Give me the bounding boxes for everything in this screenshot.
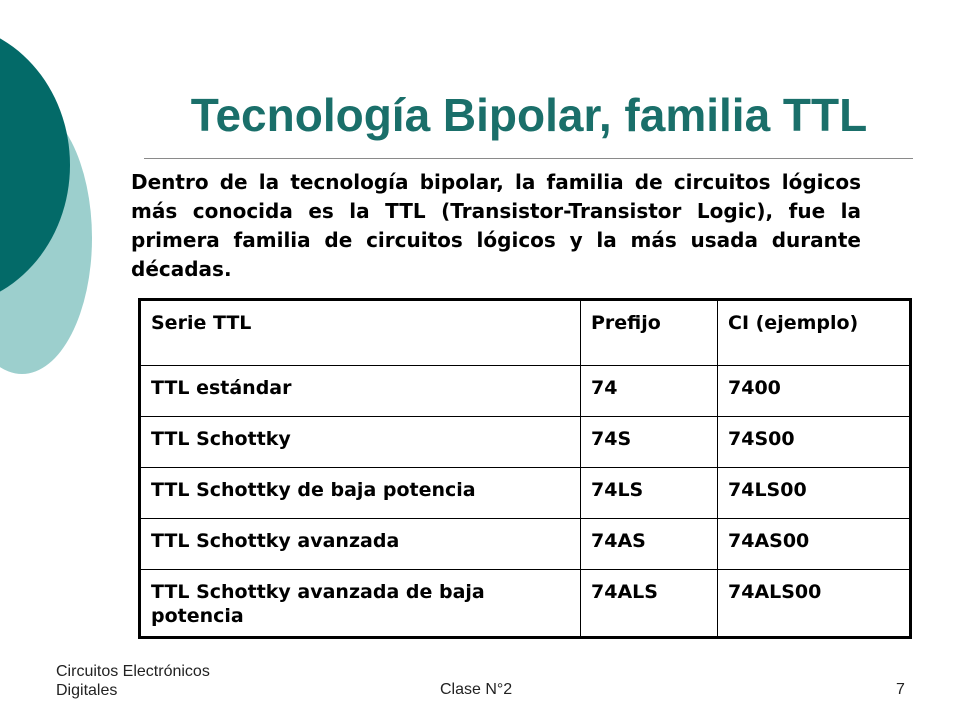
table-header-row [140,300,911,366]
cell-ic: 74AS00 [718,519,911,570]
footer-page-number: 7 [896,681,905,698]
cell-series: TTL Schottky de baja potencia [140,468,581,519]
cell-series: TTL Schottky [140,417,581,468]
table-row [140,519,911,570]
cell-prefix: 74 [581,366,718,417]
footer-course-name [56,662,210,700]
title-divider [144,158,913,159]
intro-paragraph: Dentro de la tecnología bipolar, la familia de circuitos lógicos más conocida es la TTL (Transistor-Transistor Logic), fue la primera familia de circuitos lógicos y la más usada durante décadas. [131,170,861,281]
cell-series: TTL estándar [140,366,581,417]
cell-prefix: 74ALS [581,570,718,638]
table-row [140,366,911,417]
footer-course-line2: Digitales [56,682,118,699]
ttl-series-table [138,298,912,639]
cell-ic: 74ALS00 [718,570,911,638]
footer-course-line1: Circuitos Electrónicos [56,663,210,680]
header-cell-prefix: Prefijo [581,300,718,366]
table-row [140,417,911,468]
header-cell-series: Serie TTL [140,300,581,366]
slide-title: Tecnología Bipolar, familia TTL [190,89,868,141]
header-cell-ic-example: CI (ejemplo) [718,300,911,366]
table-row [140,468,911,519]
cell-prefix: 74LS [581,468,718,519]
footer-class-label: Clase N°2 [440,681,513,698]
cell-series: TTL Schottky avanzada [140,519,581,570]
cell-ic: 74S00 [718,417,911,468]
cell-series: TTL Schottky avanzada de baja potencia [140,570,581,638]
cell-prefix: 74S [581,417,718,468]
cell-ic: 7400 [718,366,911,417]
table-row [140,570,911,638]
cell-prefix: 74AS [581,519,718,570]
decorative-circles [0,0,140,400]
cell-ic: 74LS00 [718,468,911,519]
